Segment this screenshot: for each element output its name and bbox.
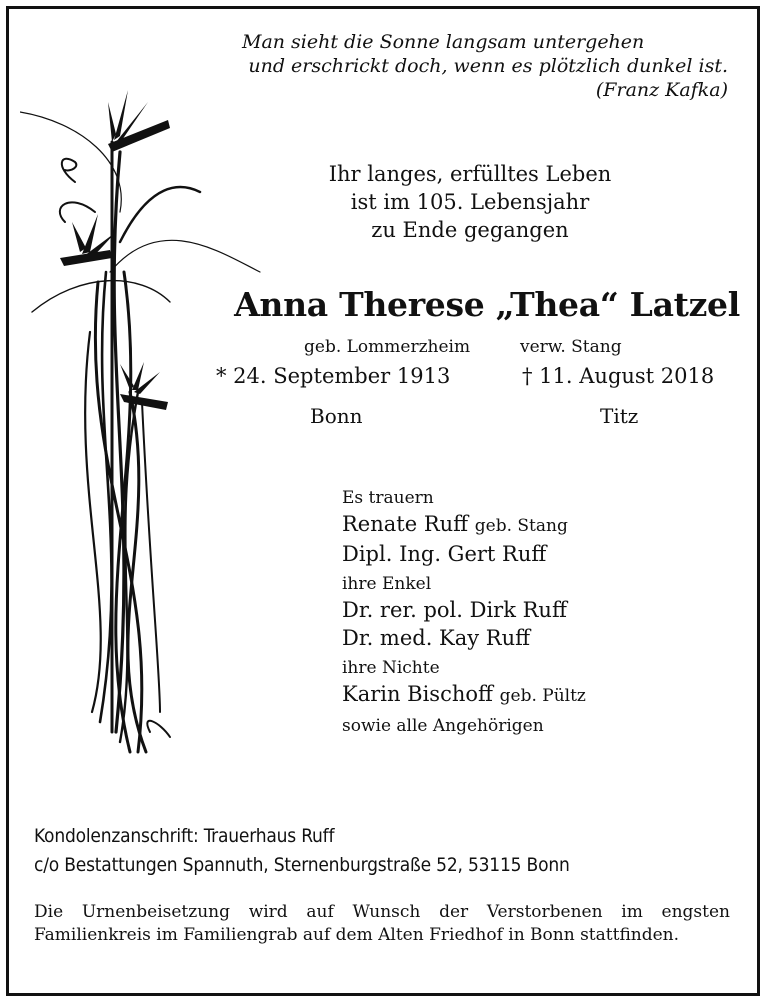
mourner-maiden-note: geb. Stang [474,516,568,536]
niece-label: ihre Nichte [342,658,440,678]
burial-note: Die Urnenbeisetzung wird auf Wunsch der Verstorbenen im engsten Familienkreis im Familiengrab auf dem Alten Friedhof in Bonn stattfinden. [34,902,730,945]
mourner-name: Dr. med. Kay Ruff [342,626,531,650]
mourner-maiden-note: geb. Pültz [499,686,586,706]
deceased-name: Anna Therese „Thea“ Latzel [234,285,740,324]
mourner-name [342,510,722,540]
quote-author: (Franz Kafka) [595,79,728,101]
birth-place: Bonn [310,404,363,428]
address-line-2: c/o Bestattungen Spannuth, Sternenburgstraße 52, 53115 Bonn [34,854,570,876]
mourner-name: Dr. rer. pol. Dirk Ruff [342,598,567,622]
intro-line-3: zu Ende gegangen [371,218,569,242]
grandchildren-label: ihre Enkel [342,574,432,594]
birth-date: * 24. September 1913 [216,364,451,388]
death-place: Titz [600,404,639,428]
mourner-name [342,680,722,710]
mourners-label: Es trauern [342,488,434,508]
mourners-closing: sowie alle Angehörigen [342,716,544,736]
intro-text [260,160,680,244]
death-date: † 11. August 2018 [522,364,715,388]
mourner-name-text: Karin Bischoff [342,682,493,706]
mourner-name: Dipl. Ing. Gert Ruff [342,542,547,566]
married-name: verw. Stang [520,337,622,357]
kafka-quote [180,30,728,102]
address-line-1: Kondolenzanschrift: Trauerhaus Ruff [34,825,335,847]
maiden-name: geb. Lommerzheim [304,337,471,357]
bird-of-paradise-flower-icon [20,72,280,762]
intro-line-2: ist im 105. Lebensjahr [350,190,590,214]
intro-line-1: Ihr langes, erfülltes Leben [328,162,612,186]
condolence-address [34,822,570,880]
quote-line-1: Man sieht die Sonne langsam untergehen [242,31,645,53]
quote-line-2: und erschrickt doch, wenn es plötzlich dunkel ist. [248,55,728,77]
mourners-list [342,486,722,738]
mourner-name-text: Renate Ruff [342,512,469,536]
